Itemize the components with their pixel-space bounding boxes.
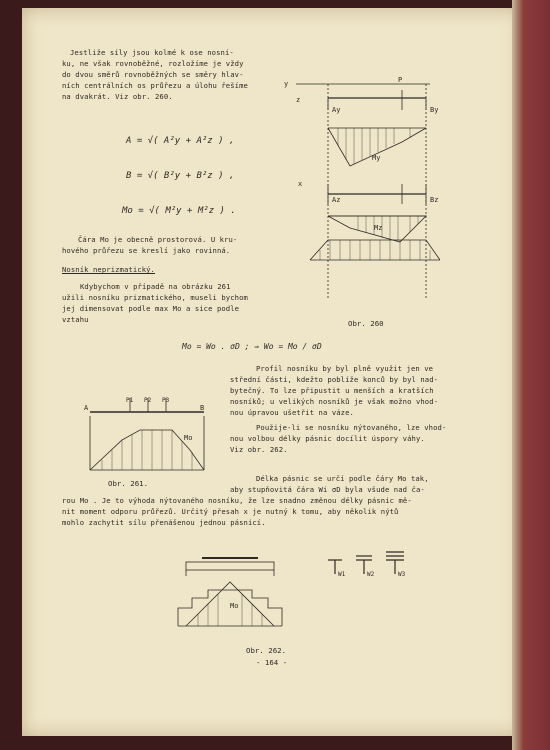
- figure-262: [146, 546, 416, 638]
- figure-262-caption: Obr. 262.: [246, 646, 287, 655]
- para5-line: aby stupňovitá čára Wi σD byla všude nad ča-: [230, 485, 425, 494]
- figure-260: [280, 70, 440, 308]
- fig260-x-label: x: [298, 180, 303, 188]
- fig261-p3-label: P3: [162, 397, 170, 404]
- page-number: - 164 -: [256, 658, 288, 667]
- fig262-mo-label: Mo: [230, 602, 239, 610]
- para2-line: vztahu: [62, 315, 89, 324]
- para2-line: Kdybychom v případě na obrázku 261: [80, 282, 231, 291]
- para5-line: nit moment odporu průřezů. Určitý přesah x je nutný k tomu, aby několik nýtů: [62, 507, 399, 516]
- fig261-a-label: A: [84, 404, 89, 412]
- para2-line: užili nosníku prizmatického, museli bychom: [62, 293, 248, 302]
- para4-line: Použije-li se nosníku nýtovaného, lze vhod-: [256, 423, 447, 432]
- fig262-w2-label: W2: [367, 571, 375, 578]
- formula-b: B = √( B²y + B²z ) ,: [126, 171, 235, 181]
- fig261-p2-label: P2: [144, 397, 152, 404]
- figure-260-caption: Obr. 260: [348, 319, 384, 328]
- fig261-p1-label: P1: [126, 397, 134, 404]
- fig260-p-label: P: [398, 76, 403, 84]
- mo-line: Čára Mo je obecně prostorová. U kru-: [78, 235, 238, 244]
- intro-line: Jestliže síly jsou kolmé k ose nosní-: [70, 48, 234, 57]
- para3-line: Profil nosníku by byl plně využit jen ve: [256, 364, 434, 373]
- fig260-ay-label: Ay: [332, 106, 341, 114]
- mo-line: hového průřezu se kreslí jako rovinná.: [62, 246, 231, 255]
- intro-line: ních centrálních os průřezu a úlohu řešíme: [62, 81, 248, 90]
- center-formula: Mo = Wo . σD ; ⇒ Wo = Mo / σD: [182, 342, 322, 351]
- figure-261-caption: Obr. 261.: [108, 479, 149, 488]
- para4-line: Viz obr. 262.: [230, 445, 288, 454]
- figure-261: [82, 394, 212, 474]
- fig260-bz-label: Bz: [430, 196, 439, 204]
- para5-line: rou Mo . Je to výhoda nýtovaného nosníku, že lze snadno změnou délky pásnic mě-: [62, 496, 412, 505]
- para5-line: Délka pásnic se určí podle čáry Mo tak,: [256, 474, 429, 483]
- fig262-w3-label: W3: [398, 571, 406, 578]
- fig260-az-label: Az: [332, 196, 341, 204]
- intro-line: ku, ne však rovnoběžné, rozložíme je vždy: [62, 59, 244, 68]
- para4-line: nou volbou délky pásnic docílit úspory váhy.: [230, 434, 425, 443]
- para2-line: jej dimensovat podle max Mo a sice podle: [62, 304, 240, 313]
- fig261-mo-label: Mo: [184, 434, 193, 442]
- fig262-w1-label: W1: [338, 571, 346, 578]
- para3-line: nosníků; u velikých nosníků je však možno vhod-: [230, 397, 439, 406]
- formula-mo: Mo = √( M²y + M²z ) .: [122, 206, 236, 216]
- fig260-my-label: My: [372, 154, 381, 162]
- fig260-mz-label: Mz: [374, 224, 383, 232]
- intro-line: na dvakrát. Viz obr. 260.: [62, 92, 173, 101]
- fig260-y-label: y: [284, 80, 289, 88]
- formula-a: A = √( A²y + A²z ) ,: [126, 136, 235, 146]
- para3-line: nou úpravou ušetřit na váze.: [230, 408, 354, 417]
- section-heading: Nosník neprizmatický.: [62, 265, 155, 274]
- para3-line: střední části, kdežto poblíže konců by byl nad-: [230, 375, 439, 384]
- fig260-by-label: By: [430, 106, 439, 114]
- fig260-z-label: z: [296, 96, 301, 104]
- intro-line: do dvou směrů rovnoběžných se směry hlav-: [62, 70, 244, 79]
- book-spine: [512, 0, 550, 750]
- para5-line: mohlo zachytit sílu přenášenou jednou pásnicí.: [62, 518, 266, 527]
- para3-line: bytečný. To lze připustit u menších a kratších: [230, 386, 434, 395]
- book-page: [22, 8, 522, 736]
- fig261-b-label: B: [200, 404, 205, 412]
